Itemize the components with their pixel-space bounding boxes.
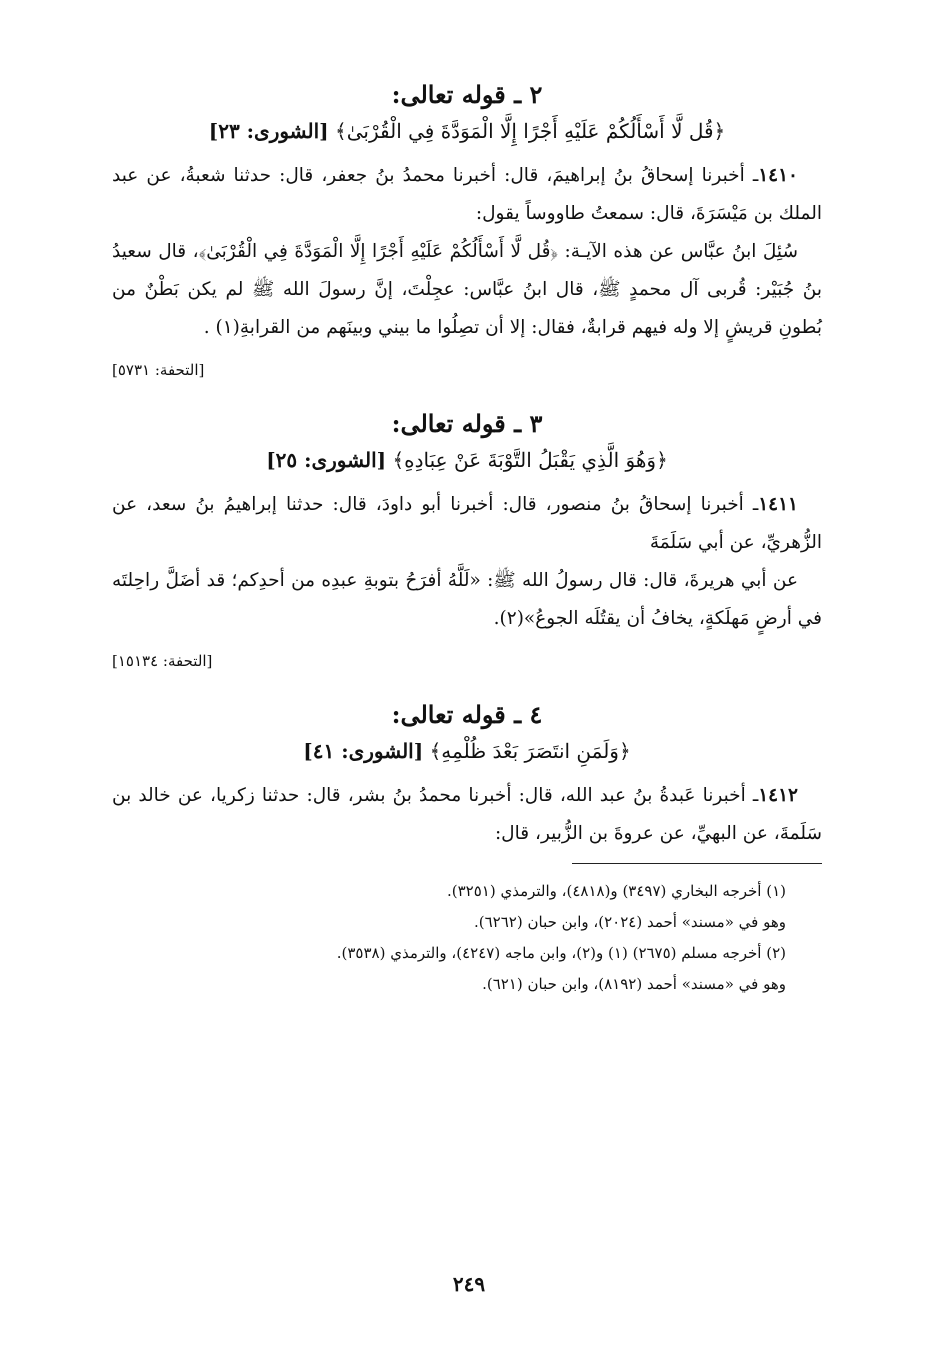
section-heading: ٤ ـ قوله تعالى:: [391, 700, 543, 729]
quran-verse: [112, 119, 822, 143]
section-heading: ٢ ـ قوله تعالى:: [391, 80, 543, 109]
verse-text: ﴿قُل لَّا أَسْأَلُكُمْ عَلَيْهِ أَجْرًا إِلَّا الْمَوَدَّةَ فِي الْقُرْبَىٰ﴾: [335, 119, 726, 143]
quran-verse: [112, 739, 822, 763]
page-number: ٢٤٩: [452, 1272, 486, 1296]
section-2: [112, 80, 822, 379]
hadith-matn: سُئِلَ ابنُ عبَّاس عن هذه الآيـة: ﴿قُل لَّا أَسْأَلُكُمْ عَلَيْهِ أَجْرًا إِلَّا الْمَوَدَّةَ فِي الْقُرْبَىٰ﴾، قال سعيدُ بنُ جُبَيْر: قُربى آل محمدٍ ﷺ، قال ابنُ عبَّاس: عجِلْتَ، إنَّ رسولَ الله ﷺ لم يكن بَطْنٌ من بُطونِ قريشٍ إلا وله فيهم قرابةٌ، فقال: إلا أن تصِلُوا ما بيني وبينَهم من القرابةِ(١) .: [112, 241, 822, 338]
verse-reference: [الشورى: ٢٣]: [208, 119, 329, 143]
hadith-number: ١٤١٢: [758, 785, 798, 806]
isnad-text: ـ أخبرنا إسحاقُ بنُ منصور، قال: أخبرنا أبو داودَ، قال: حدثنا إبراهيمُ بنُ سعد، عن الزُّهريِّ، عن أبي سَلَمَةَ: [112, 494, 822, 553]
verse-text: ﴿وَهُوَ الَّذِي يَقْبَلُ التَّوْبَةَ عَنْ عِبَادِهِ﴾: [392, 448, 668, 472]
page-body: [112, 80, 822, 1000]
tuhfa-reference: [التحفة: ٥٧٣١]: [112, 361, 205, 379]
verse-reference: [الشورى: ٤١]: [303, 739, 424, 763]
footnote-line: (٢) أخرجه مسلم (٢٦٧٥) (١) و(٢)، وابن ماجه (٤٢٤٧)، والترمذي (٣٥٣٨).: [336, 944, 786, 962]
hadith-number: ١٤١١: [758, 494, 798, 515]
quran-verse: [112, 448, 822, 472]
verse-text: ﴿وَلَمَنِ انتَصَرَ بَعْدَ ظُلْمِهِ﴾: [429, 739, 631, 763]
hadith-isnad: [112, 157, 822, 233]
footnote-line: وهو في «مسند» أحمد (٨١٩٢)، وابن حبان (٦٢١).: [482, 975, 786, 993]
hadith-matn: عن أبي هريرةَ، قال: قال رسولُ الله ﷺ: «لَلَّهُ أفرَحُ بتوبةِ عبدِه من أحدِكم؛ قد أضَلَّ راحِلتَه في أرضٍ مَهلَكةٍ، يخافُ أن يقتُلَه الجوعُ»(٢).: [112, 570, 822, 629]
verse-reference: [الشورى: ٢٥]: [266, 448, 387, 472]
hadith-isnad: [112, 486, 822, 562]
hadith-number: ١٤١٠: [758, 165, 798, 186]
isnad-text: ـ أخبرنا إسحاقُ بنُ إبراهيمَ، قال: أخبرنا محمدُ بنُ جعفر، قال: حدثنا شعبةُ، عن عبد الملك بن مَيْسَرَةَ، قال: سمعتُ طاووساً يقول:: [112, 165, 822, 224]
footnotes: [112, 876, 822, 1000]
footnote-line: وهو في «مسند» أحمد (٢٠٢٤)، وابن حبان (٦٢٦٢).: [474, 913, 786, 931]
tuhfa-reference: [التحفة: ١٥١٣٤]: [112, 652, 213, 670]
section-4: [112, 700, 822, 853]
footnote-line: (١) أخرجه البخاري (٣٤٩٧) و(٤٨١٨)، والترمذي (٣٢٥١).: [446, 882, 786, 900]
section-heading: ٣ ـ قوله تعالى:: [391, 409, 543, 438]
section-3: [112, 409, 822, 670]
hadith-isnad: [112, 777, 822, 853]
footnote-separator: [572, 863, 822, 864]
isnad-text: ـ أخبرنا عَبدةُ بنُ عبد الله، قال: أخبرنا محمدُ بنُ بشر، قال: حدثنا زكريا، عن خالد بن سَلَمةَ، عن البهيِّ، عن عروةَ بن الزُّبير، قال:: [112, 785, 822, 844]
